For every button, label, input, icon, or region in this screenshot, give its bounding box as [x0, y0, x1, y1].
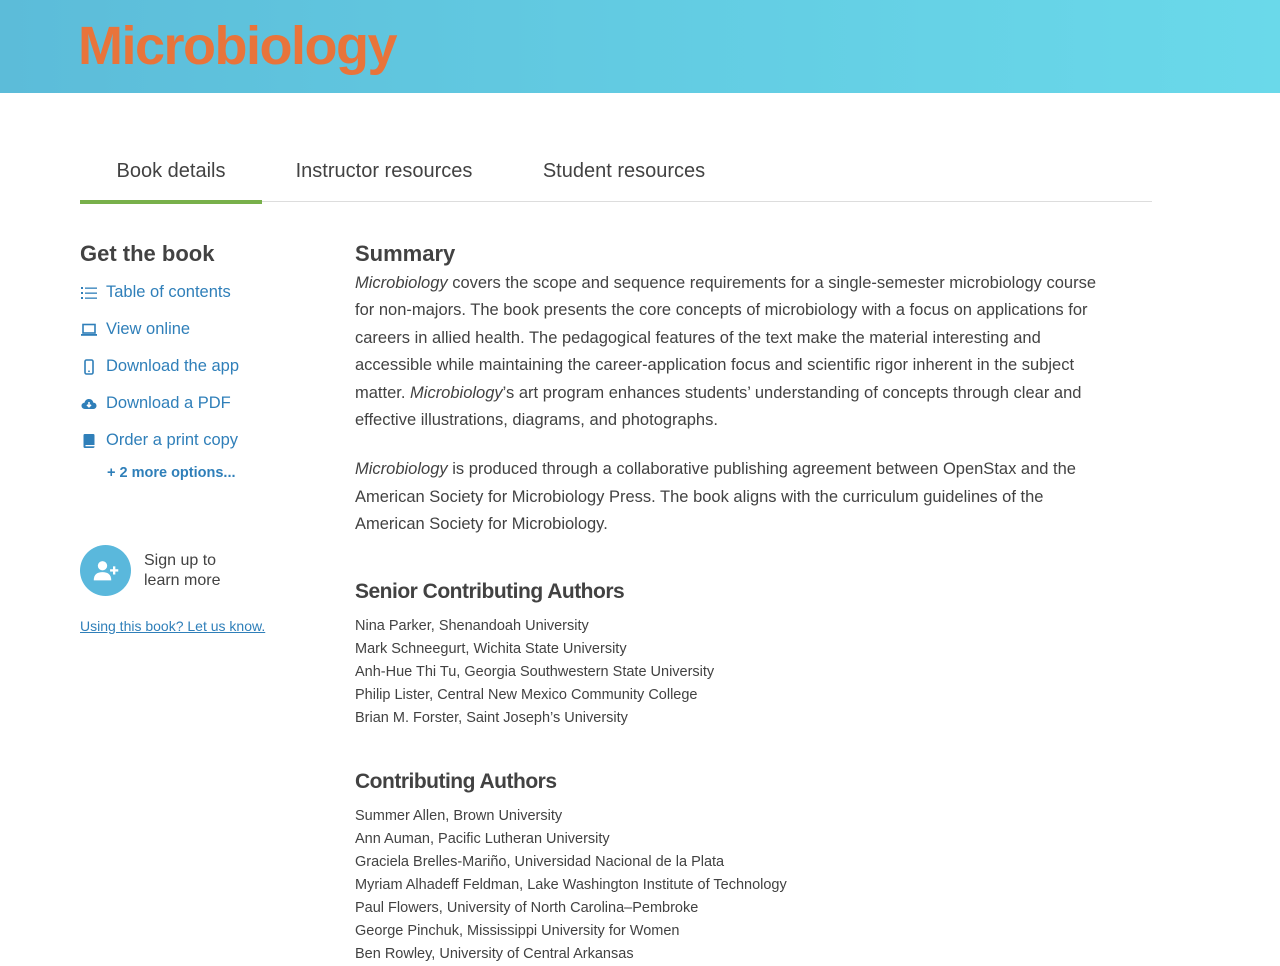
summary-heading: Summary [355, 241, 456, 266]
senior-authors-list [355, 615, 1115, 730]
laptop-icon [80, 321, 98, 339]
author-item: Paul Flowers, University of North Carolina–Pembroke [355, 899, 699, 916]
book-name-italic: Microbiology [410, 383, 503, 402]
author-item: Philip Lister, Central New Mexico Community College [355, 686, 698, 703]
download-pdf-label: Download a PDF [106, 394, 231, 412]
book-name-italic: Microbiology [355, 460, 448, 479]
order-print-copy-label: Order a print copy [106, 431, 239, 449]
table-of-contents-label: Table of contents [106, 283, 231, 301]
senior-authors-heading: Senior Contributing Authors [355, 579, 625, 603]
download-app-label: Download the app [106, 357, 240, 375]
summary-text: covers the scope and sequence requirements for a single-semester microbiology course for non-majors. The book presents the core concepts of microbiology with a focus on applications for careers in allied health. The pedagogical features of the text make the material interesting and accessible while maintaining the career-application focus and scientific rigor inherent in the subject matter. [355, 274, 1097, 402]
book-banner [0, 0, 1280, 93]
download-app-link[interactable] [80, 348, 320, 385]
using-this-book-link[interactable]: Using this book? Let us know. [80, 618, 266, 634]
table-of-contents-link[interactable] [80, 274, 320, 311]
phone-icon [80, 358, 98, 376]
summary-text: ’s art program enhances students’ understanding of concepts through clear and effective illustrations, diagrams, and photographs. [355, 383, 1082, 430]
author-item: Ann Auman, Pacific Lutheran University [355, 830, 610, 847]
summary-paragraph-1 [355, 270, 1115, 434]
get-the-book-sidebar [80, 238, 320, 634]
summary-paragraph-2 [355, 456, 1115, 538]
sidebar-heading: Get the book [80, 241, 215, 266]
tab-instructor-resources[interactable]: Instructor resources [295, 160, 473, 182]
book-title: Microbiology [78, 16, 396, 76]
view-online-label: View online [106, 320, 191, 338]
book-tabs [80, 140, 1152, 202]
signup-label: Sign up to learn more [144, 551, 221, 589]
author-item: Brian M. Forster, Saint Joseph’s University [355, 709, 628, 726]
author-item: George Pinchuk, Mississippi University for Women [355, 922, 680, 939]
contributing-authors-heading: Contributing Authors [355, 769, 557, 793]
author-item: Graciela Brelles-Mariño, Universidad Nacional de la Plata [355, 853, 725, 870]
tab-book-details[interactable]: Book details [80, 140, 262, 202]
get-book-options [80, 274, 320, 459]
cloud-download-icon [80, 395, 98, 413]
author-item: Nina Parker, Shenandoah University [355, 617, 589, 634]
more-options-link[interactable]: + 2 more options... [107, 465, 236, 481]
list-icon [80, 284, 98, 302]
author-item: Anh-Hue Thi Tu, Georgia Southwestern State University [355, 663, 715, 680]
signup-block[interactable] [80, 545, 254, 596]
author-item: Ben Rowley, University of Central Arkansas [355, 945, 634, 962]
add-user-icon [80, 545, 131, 596]
tab-student-resources[interactable]: Student resources [542, 160, 706, 182]
book-icon [80, 432, 98, 450]
download-pdf-link[interactable] [80, 385, 320, 422]
author-item: Mark Schneegurt, Wichita State University [355, 640, 627, 657]
summary-text: is produced through a collaborative publishing agreement between OpenStax and the American Society for Microbiology Press. The book aligns with the curriculum guidelines of the American Society for Microbiology. [355, 460, 1076, 534]
contributing-authors-list [355, 805, 1115, 966]
order-print-copy-link[interactable] [80, 422, 320, 459]
view-online-link[interactable] [80, 311, 320, 348]
book-details-content [355, 238, 1115, 966]
author-item: Summer Allen, Brown University [355, 807, 563, 824]
author-item: Myriam Alhadeff Feldman, Lake Washington Institute of Technology [355, 876, 787, 893]
book-name-italic: Microbiology [355, 274, 448, 292]
